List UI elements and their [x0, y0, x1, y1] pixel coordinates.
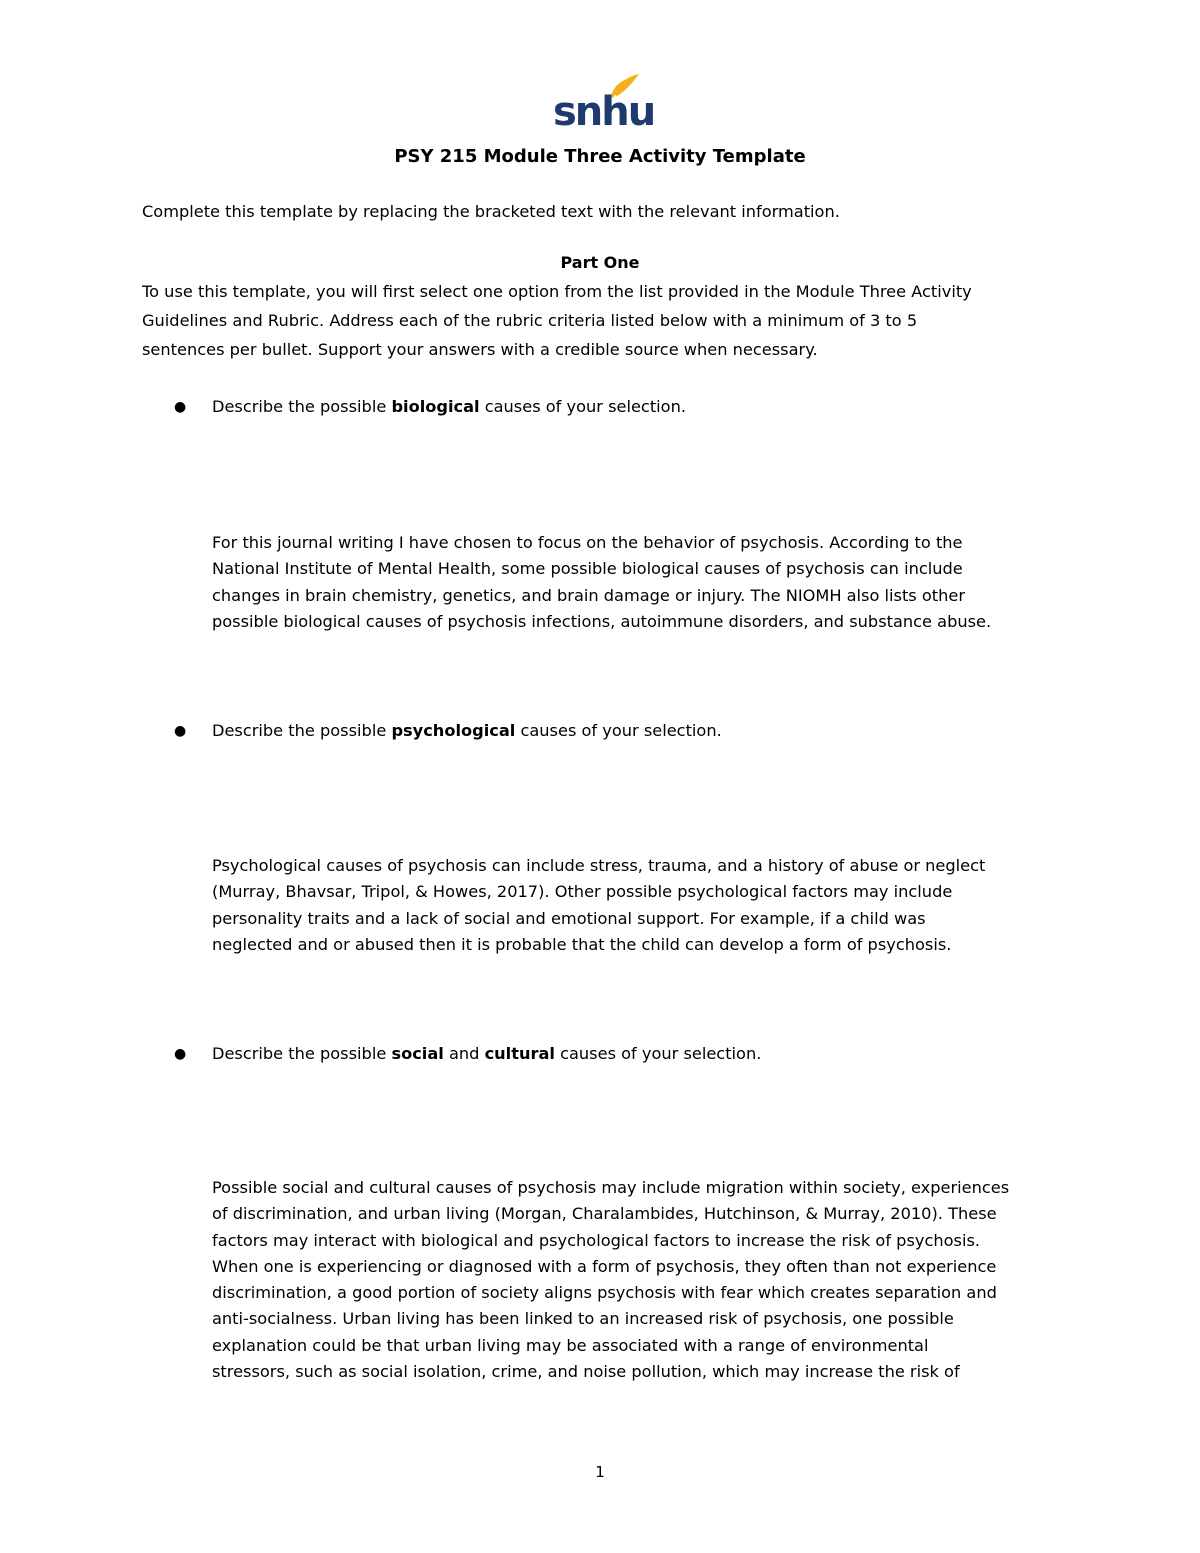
- answer-line: Possible social and cultural causes of psychosis may include migration within society, experiences: [212, 1178, 1010, 1197]
- bullet-icon: ●: [174, 1046, 187, 1062]
- bullet-prompt-social-cultural: Describe the possible social and cultural causes of your selection.: [212, 1044, 762, 1063]
- logo-text: snhu: [553, 89, 655, 135]
- instructions-line: To use this template, you will first select one option from the list provided in the Module Three Activity: [142, 282, 972, 301]
- answer-line: of discrimination, and urban living (Morgan, Charalambides, Hutchinson, & Murray, 2010). These: [212, 1204, 997, 1224]
- instructions-paragraph: [142, 277, 972, 364]
- snhu-logo: [553, 74, 655, 136]
- answer-line: explanation could be that urban living may be associated with a range of environmental: [212, 1335, 929, 1355]
- answer-line: Psychological causes of psychosis can include stress, trauma, and a history of abuse or neglect: [212, 856, 986, 875]
- answer-line: stressors, such as social isolation, crime, and noise pollution, which may increase the risk of: [212, 1362, 960, 1382]
- answer-biological: [212, 530, 991, 635]
- answer-line: When one is experiencing or diagnosed with a form of psychosis, they often than not experience: [212, 1256, 997, 1276]
- page-title: PSY 215 Module Three Activity Template: [394, 146, 806, 167]
- answer-line: neglected and or abused then it is probable that the child can develop a form of psychosis.: [212, 934, 952, 954]
- answer-line: anti-socialness. Urban living has been linked to an increased risk of psychosis, one possible: [212, 1309, 954, 1329]
- bullet-icon: ●: [174, 723, 187, 739]
- answer-line: factors may interact with biological and psychological factors to increase the risk of psychosis.: [212, 1230, 981, 1250]
- instructions-line: sentences per bullet. Support your answers with a credible source when necessary.: [142, 340, 818, 359]
- answer-line: changes in brain chemistry, genetics, and brain damage or injury. The NIOMH also lists other: [212, 585, 966, 605]
- answer-line: discrimination, a good portion of society aligns psychosis with fear which creates separation and: [212, 1283, 997, 1303]
- answer-line: National Institute of Mental Health, some possible biological causes of psychosis can include: [212, 559, 963, 579]
- answer-line: (Murray, Bhavsar, Tripol, & Howes, 2017). Other possible psychological factors may include: [212, 882, 953, 902]
- answer-psychological: [212, 853, 985, 958]
- bullet-prompt-biological: Describe the possible biological causes of your selection.: [212, 397, 686, 416]
- answer-line: For this journal writing I have chosen to focus on the behavior of psychosis. According to the: [212, 533, 963, 552]
- bullet-prompt-psychological: Describe the possible psychological causes of your selection.: [212, 721, 722, 740]
- instructions-line: Guidelines and Rubric. Address each of the rubric criteria listed below with a minimum of 3 to 5: [142, 311, 918, 330]
- answer-line: possible biological causes of psychosis infections, autoimmune disorders, and substance abuse.: [212, 611, 992, 631]
- page-number: 1: [595, 1463, 605, 1481]
- part-one-heading: Part One: [560, 253, 640, 272]
- intro-text: Complete this template by replacing the bracketed text with the relevant information.: [142, 202, 840, 221]
- answer-line: personality traits and a lack of social and emotional support. For example, if a child was: [212, 908, 926, 928]
- bullet-icon: ●: [174, 399, 187, 415]
- answer-social-cultural: [212, 1175, 1009, 1385]
